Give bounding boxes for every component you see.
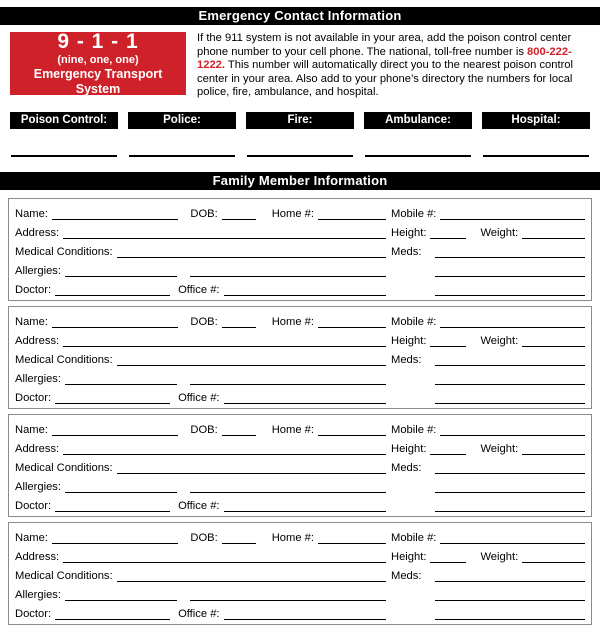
office-phone-blank-line — [224, 392, 386, 404]
emergency-contact-section-header: Emergency Contact Information — [0, 7, 600, 25]
contact-label-fire: Fire: — [246, 112, 354, 129]
doctor-blank-line — [55, 500, 170, 512]
height-label: Height: — [391, 335, 427, 347]
allergies-continued-blank-line — [190, 265, 386, 277]
family-member-card — [8, 306, 592, 409]
doctor-blank-line — [55, 392, 170, 404]
medical-conditions-label: Medical Conditions: — [15, 354, 113, 366]
allergies-blank-line — [65, 589, 177, 601]
dob-label: DOB: — [190, 316, 218, 328]
meds-label: Meds: — [391, 354, 422, 366]
home-phone-label: Home #: — [271, 532, 314, 544]
allergies-label: Allergies: — [15, 373, 62, 385]
family-members-list — [8, 198, 592, 625]
home-phone-blank-line — [318, 316, 386, 328]
name-label: Name: — [15, 208, 48, 220]
meds-continued-blank-line-2 — [435, 500, 585, 512]
office-phone-blank-line — [224, 284, 386, 296]
weight-label: Weight: — [480, 335, 519, 347]
info-text-after: This number will automatically direct you to the nearest poison control center in your area. Also add to your phone’s directory the numbers for local police, fire, ambulance, and hospital. — [197, 59, 574, 98]
poison-control-info-text — [197, 32, 590, 100]
home-phone-blank-line — [318, 208, 386, 220]
address-blank-line — [63, 227, 386, 239]
family-member-card — [8, 198, 592, 301]
hospital-blank-line — [482, 155, 590, 157]
emergency-contacts-label-row — [10, 112, 590, 129]
mobile-phone-blank-line — [440, 208, 585, 220]
meds-blank-line — [435, 246, 585, 258]
meds-blank-line — [435, 354, 585, 366]
home-phone-label: Home #: — [271, 208, 314, 220]
address-label: Address: — [15, 551, 60, 563]
allergies-label: Allergies: — [15, 481, 62, 493]
name-blank-line — [52, 316, 178, 328]
meds-label: Meds: — [391, 570, 422, 582]
meds-label: Meds: — [391, 246, 422, 258]
ambulance-blank-line — [364, 155, 472, 157]
emergency-contacts-blank-lines — [10, 155, 590, 157]
member-row-name — [15, 527, 585, 544]
meds-label: Meds: — [391, 462, 422, 474]
fire-blank-line — [246, 155, 354, 157]
mobile-phone-blank-line — [440, 532, 585, 544]
office-phone-blank-line — [224, 500, 386, 512]
meds-continued-blank-line — [435, 589, 585, 601]
member-row-address — [15, 330, 585, 347]
nine-one-one-phonetic: (nine, one, one) — [57, 53, 139, 66]
member-row-doctor — [15, 603, 585, 620]
dob-blank-line — [222, 208, 256, 220]
member-row-medical — [15, 241, 585, 258]
dob-label: DOB: — [190, 208, 218, 220]
dob-label: DOB: — [190, 424, 218, 436]
name-blank-line — [52, 532, 178, 544]
office-phone-blank-line — [224, 608, 386, 620]
police-blank-line — [128, 155, 236, 157]
member-row-doctor — [15, 495, 585, 512]
mobile-phone-blank-line — [440, 424, 585, 436]
height-blank-line — [430, 227, 466, 239]
office-phone-label: Office #: — [178, 392, 220, 404]
weight-blank-line — [522, 551, 585, 563]
mobile-phone-label: Mobile #: — [391, 532, 437, 544]
member-row-name — [15, 419, 585, 436]
meds-blank-line — [435, 462, 585, 474]
height-blank-line — [430, 335, 466, 347]
contact-label-ambulance: Ambulance: — [364, 112, 472, 129]
member-row-medical — [15, 565, 585, 582]
poison-control-blank-line — [10, 155, 118, 157]
contact-label-police: Police: — [128, 112, 236, 129]
doctor-label: Doctor: — [15, 284, 52, 296]
meds-continued-blank-line-2 — [435, 392, 585, 404]
member-row-address — [15, 222, 585, 239]
nine-one-one-number: 9 - 1 - 1 — [57, 29, 139, 53]
height-blank-line — [430, 443, 466, 455]
mobile-phone-label: Mobile #: — [391, 316, 437, 328]
doctor-label: Doctor: — [15, 392, 52, 404]
medical-conditions-label: Medical Conditions: — [15, 246, 113, 258]
family-member-section-header: Family Member Information — [0, 172, 600, 190]
weight-label: Weight: — [480, 227, 519, 239]
allergies-continued-blank-line — [190, 589, 386, 601]
doctor-label: Doctor: — [15, 500, 52, 512]
member-row-allergies — [15, 476, 585, 493]
weight-blank-line — [522, 335, 585, 347]
allergies-blank-line — [65, 265, 177, 277]
address-blank-line — [63, 551, 386, 563]
mobile-phone-label: Mobile #: — [391, 424, 437, 436]
dob-label: DOB: — [190, 532, 218, 544]
name-label: Name: — [15, 532, 48, 544]
home-phone-label: Home #: — [271, 424, 314, 436]
allergies-blank-line — [65, 373, 177, 385]
member-row-allergies — [15, 260, 585, 277]
medical-conditions-blank-line — [117, 246, 386, 258]
medical-conditions-blank-line — [117, 354, 386, 366]
mobile-phone-label: Mobile #: — [391, 208, 437, 220]
meds-continued-blank-line — [435, 373, 585, 385]
mobile-phone-blank-line — [440, 316, 585, 328]
member-row-allergies — [15, 584, 585, 601]
office-phone-label: Office #: — [178, 284, 220, 296]
height-blank-line — [430, 551, 466, 563]
doctor-label: Doctor: — [15, 608, 52, 620]
office-phone-label: Office #: — [178, 500, 220, 512]
doctor-blank-line — [55, 284, 170, 296]
meds-blank-line — [435, 570, 585, 582]
allergies-continued-blank-line — [190, 373, 386, 385]
home-phone-blank-line — [318, 532, 386, 544]
member-row-medical — [15, 349, 585, 366]
allergies-blank-line — [65, 481, 177, 493]
medical-conditions-blank-line — [117, 570, 386, 582]
meds-continued-blank-line-2 — [435, 284, 585, 296]
poison-control-phone-number: 800-222-1222. — [197, 45, 572, 71]
address-blank-line — [63, 335, 386, 347]
address-blank-line — [63, 443, 386, 455]
office-phone-label: Office #: — [178, 608, 220, 620]
weight-label: Weight: — [480, 443, 519, 455]
address-label: Address: — [15, 335, 60, 347]
member-row-name — [15, 203, 585, 220]
member-row-address — [15, 546, 585, 563]
medical-conditions-blank-line — [117, 462, 386, 474]
nine-one-one-caption: Emergency Transport System — [33, 66, 163, 96]
allergies-label: Allergies: — [15, 589, 62, 601]
weight-blank-line — [522, 443, 585, 455]
weight-label: Weight: — [480, 551, 519, 563]
meds-continued-blank-line — [435, 265, 585, 277]
dob-blank-line — [222, 532, 256, 544]
info-text-before: If the 911 system is not available in your area, add the poison control center phone number to your cell phone. The national, toll-free number is — [197, 32, 572, 58]
member-row-doctor — [15, 387, 585, 404]
medical-conditions-label: Medical Conditions: — [15, 462, 113, 474]
home-phone-label: Home #: — [271, 316, 314, 328]
doctor-blank-line — [55, 608, 170, 620]
contact-label-hospital: Hospital: — [482, 112, 590, 129]
name-blank-line — [52, 424, 178, 436]
member-row-name — [15, 311, 585, 328]
home-phone-blank-line — [318, 424, 386, 436]
weight-blank-line — [522, 227, 585, 239]
height-label: Height: — [391, 227, 427, 239]
name-label: Name: — [15, 316, 48, 328]
meds-continued-blank-line — [435, 481, 585, 493]
allergies-label: Allergies: — [15, 265, 62, 277]
height-label: Height: — [391, 551, 427, 563]
member-row-address — [15, 438, 585, 455]
address-label: Address: — [15, 227, 60, 239]
member-row-medical — [15, 457, 585, 474]
address-label: Address: — [15, 443, 60, 455]
dob-blank-line — [222, 424, 256, 436]
member-row-doctor — [15, 279, 585, 296]
medical-conditions-label: Medical Conditions: — [15, 570, 113, 582]
top-section — [10, 29, 590, 100]
member-row-allergies — [15, 368, 585, 385]
nine-one-one-box — [10, 29, 186, 96]
height-label: Height: — [391, 443, 427, 455]
allergies-continued-blank-line — [190, 481, 386, 493]
name-label: Name: — [15, 424, 48, 436]
name-blank-line — [52, 208, 178, 220]
family-member-card — [8, 414, 592, 517]
family-member-card — [8, 522, 592, 625]
dob-blank-line — [222, 316, 256, 328]
contact-label-poison-control: Poison Control: — [10, 112, 118, 129]
meds-continued-blank-line-2 — [435, 608, 585, 620]
